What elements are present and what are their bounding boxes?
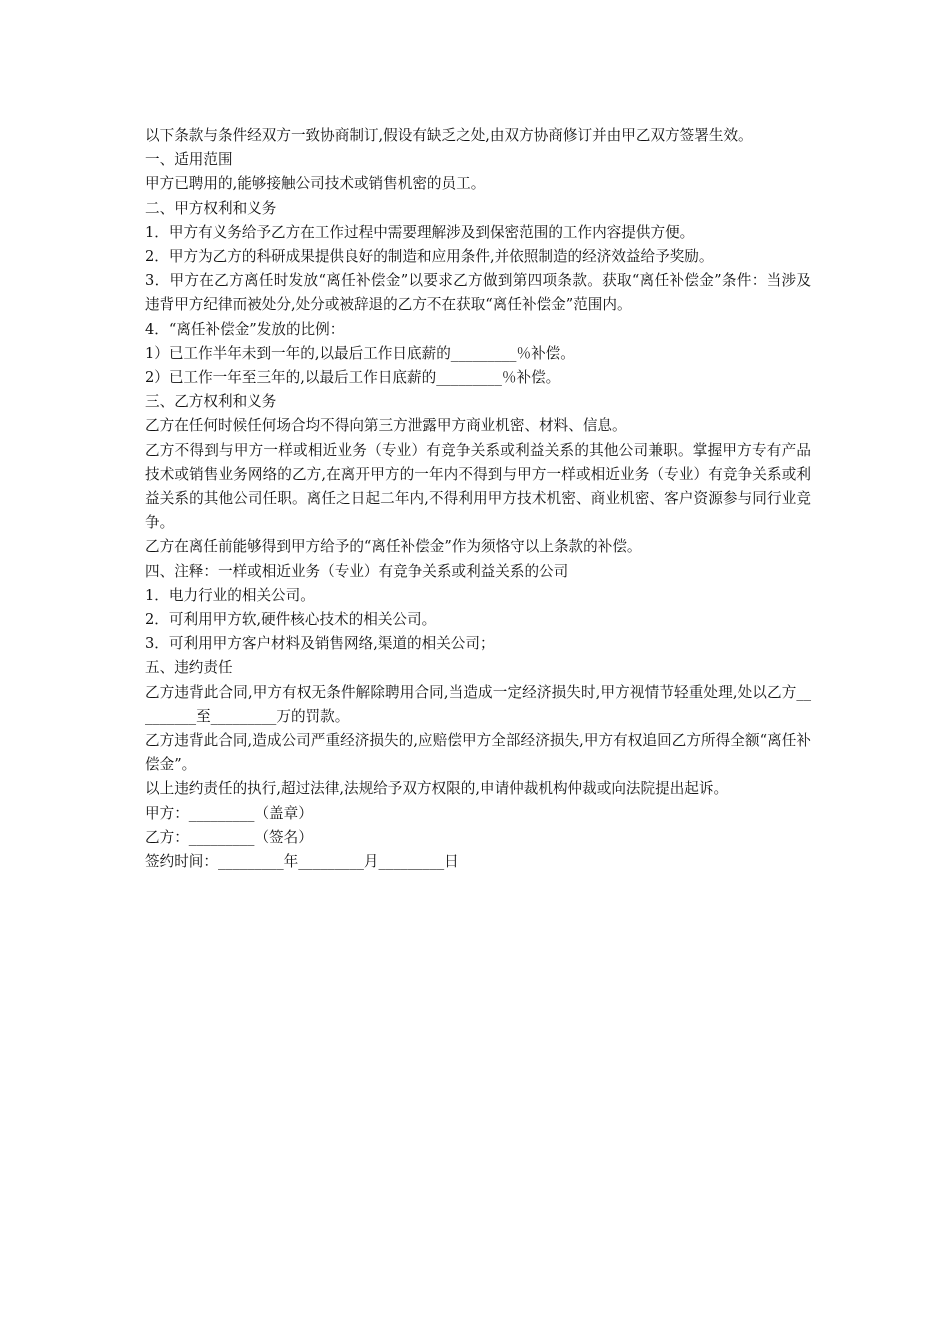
liability-clause-1: 乙方违背此合同,甲方有权无条件解除聘用合同,当造成一定经济损失时,甲方视情节轻重处理,处以乙方_________至_________万的罚款。	[145, 683, 811, 725]
party-b-clause-2: 乙方不得到与甲方一样或相近业务（专业）有竞争关系或利益关系的其他公司兼职。掌握甲方专有产品技术或销售业务网络的乙方,在离开甲方的一年内不得到与甲方一样或相近业务（专业）有竞争关系或利益关系的其他公司任职。离任之日起二年内,不得利用甲方技术机密、商业机密、客户资源参与同行业竞争。	[145, 441, 811, 532]
section-heading-party-b-rights: 三、乙方权利和义务	[145, 393, 277, 411]
party-b-clause-3: 乙方在离任前能够得到甲方给予的“离任补偿金”作为须恪守以上条款的补偿。	[145, 538, 642, 556]
party-a-clause-4: 4．“离任补偿金”发放的比例：	[145, 320, 345, 338]
section-heading-notes: 四、注释：一样或相近业务（专业）有竞争关系或利益关系的公司	[145, 562, 569, 580]
liability-clause-2: 乙方违背此合同,造成公司严重经济损失的,应赔偿甲方全部经济损失,甲方有权追回乙方所得全额“离任补偿金”。	[145, 732, 811, 774]
compensation-ratio-2: 2）已工作一年至三年的,以最后工作日底薪的_________％补偿。	[145, 369, 561, 387]
section-heading-party-a-rights: 二、甲方权利和义务	[145, 199, 277, 217]
party-b-clause-1: 乙方在任何时候任何场合均不得向第三方泄露甲方商业机密、材料、信息。	[145, 417, 627, 435]
notes-item-2: 2．可利用甲方软,硬件核心技术的相关公司。	[145, 611, 437, 629]
scope-paragraph: 甲方已聘用的,能够接触公司技术或销售机密的员工。	[145, 175, 486, 193]
party-a-clause-1: 1．甲方有义务给予乙方在工作过程中需要理解涉及到保密范围的工作内容提供方便。	[145, 223, 695, 241]
notes-item-3: 3．可利用甲方客户材料及销售网络,渠道的相关公司；	[145, 635, 495, 653]
party-a-clause-2: 2．甲方为乙方的科研成果提供良好的制造和应用条件,并依照制造的经济效益给予奖励。	[145, 248, 714, 266]
party-a-signature-line: 甲方：_________（盖章）	[145, 804, 313, 822]
contract-document	[145, 124, 811, 874]
party-a-clause-3: 3．甲方在乙方离任时发放“离任补偿金”以要求乙方做到第四项条款。获取“离任补偿金”条件：当涉及违背甲方纪律而被处分,处分或被辞退的乙方不在获取“离任补偿金”范围内。	[145, 272, 811, 314]
notes-item-1: 1．电力行业的相关公司。	[145, 586, 315, 604]
preamble-paragraph: 以下条款与条件经双方一致协商制订,假设有缺乏之处,由双方协商修订并由甲乙双方签署生效。	[145, 127, 753, 144]
liability-clause-3: 以上违约责任的执行,超过法律,法规给予双方权限的,申请仲裁机构仲裁或向法院提出起诉。	[145, 780, 729, 798]
compensation-ratio-1: 1）已工作半年未到一年的,以最后工作日底薪的_________％补偿。	[145, 344, 575, 362]
section-heading-liability: 五、违约责任	[145, 659, 233, 677]
section-heading-scope: 一、适用范围	[145, 151, 233, 169]
signing-date-line: 签约时间：_________年_________月_________日	[145, 853, 459, 871]
party-b-signature-line: 乙方：_________（签名）	[145, 828, 313, 846]
